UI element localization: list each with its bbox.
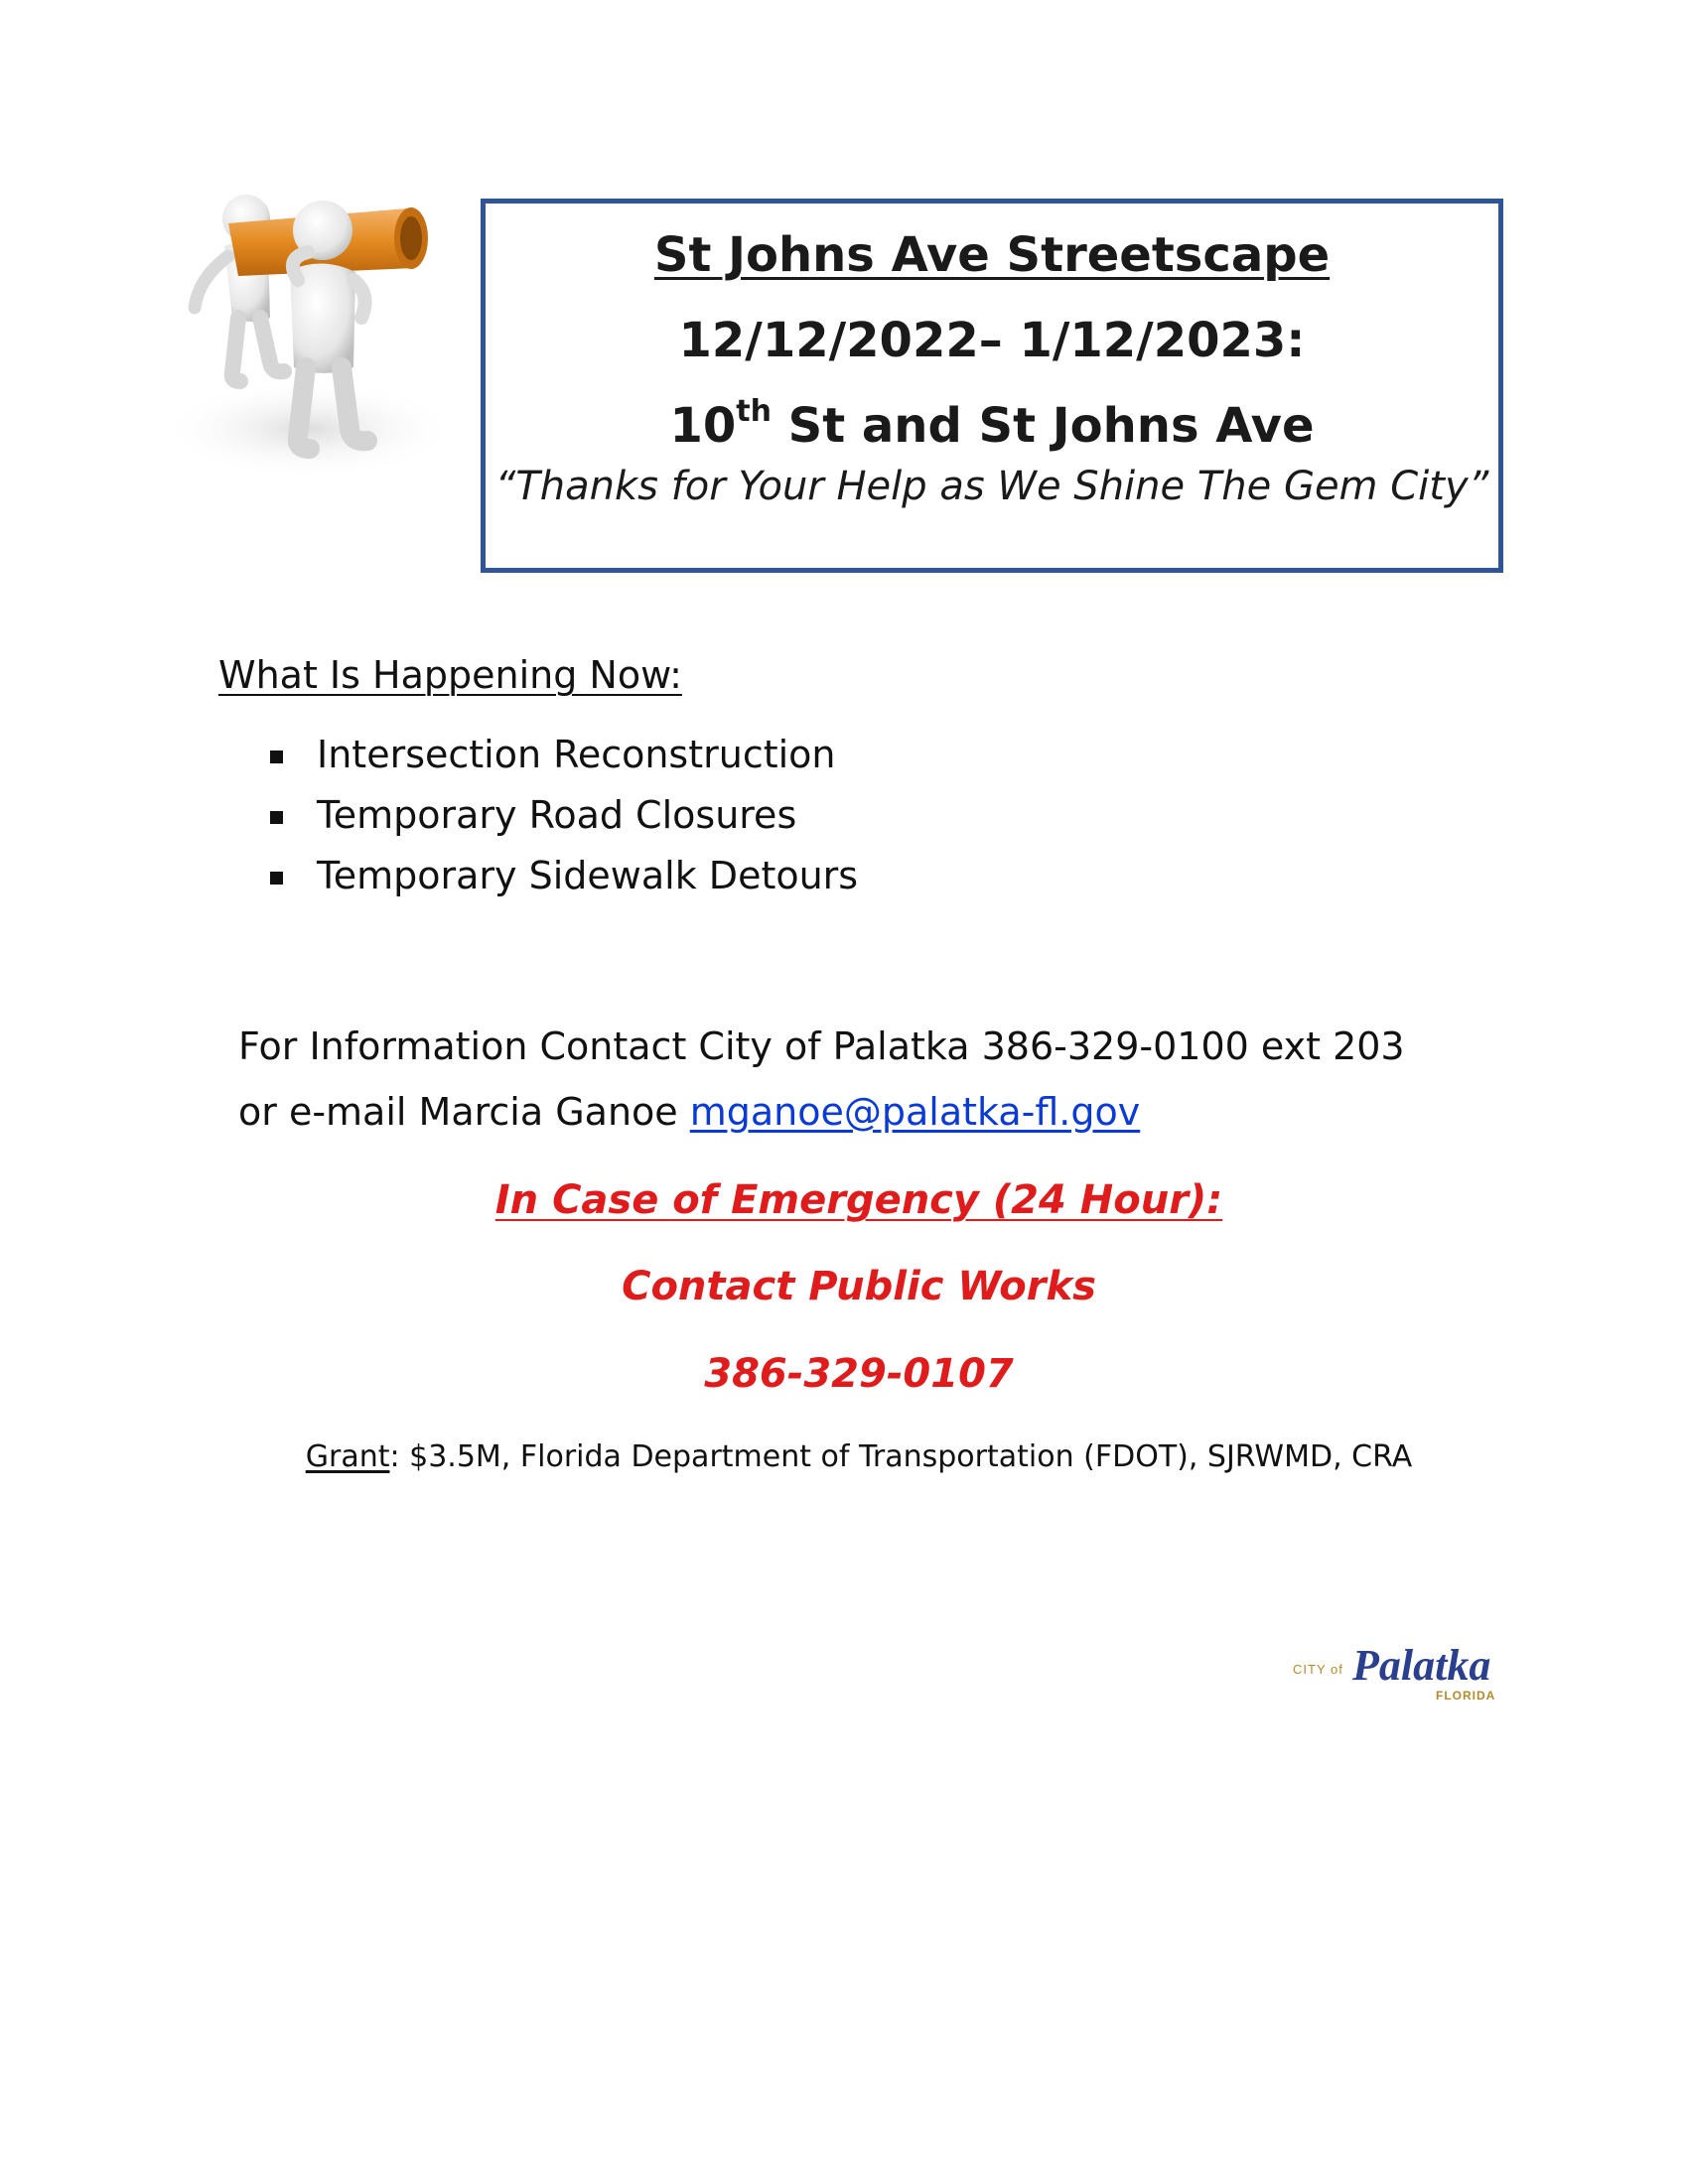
location-suffix: th bbox=[736, 394, 772, 429]
svg-text:Palatka: Palatka bbox=[1352, 1641, 1491, 1690]
grant-label: Grant bbox=[305, 1439, 390, 1474]
square-bullet-icon bbox=[270, 872, 283, 885]
email-link[interactable]: mganoe@palatka-fl.gov bbox=[689, 1090, 1141, 1134]
square-bullet-icon bbox=[270, 811, 283, 824]
grant-line bbox=[0, 1439, 1688, 1474]
contact-email-line bbox=[238, 1090, 1140, 1134]
flyer-title: St Johns Ave Streetscape bbox=[653, 227, 1331, 283]
date-range: 12/12/2022– 1/12/2023: bbox=[678, 313, 1306, 368]
section-heading: What Is Happening Now: bbox=[218, 653, 682, 697]
contact-email-prefix: or e-mail Marcia Ganoe bbox=[238, 1090, 690, 1134]
list-item-text: Temporary Sidewalk Detours bbox=[317, 854, 859, 897]
grant-text: : $3.5M, Florida Department of Transportation (FDOT), SJRWMD, CRA bbox=[389, 1439, 1413, 1474]
emergency-heading: In Case of Emergency (24 Hour): bbox=[494, 1177, 1223, 1223]
location-number: 10 bbox=[669, 398, 737, 454]
people-carrying-pipe-icon bbox=[159, 169, 477, 486]
emergency-phone: 386-329-0107 bbox=[704, 1351, 1014, 1397]
location-line bbox=[486, 394, 1498, 454]
city-of-palatka-logo bbox=[1287, 1636, 1525, 1707]
list-item-text: Intersection Reconstruction bbox=[317, 733, 836, 776]
list-item-text: Temporary Road Closures bbox=[317, 793, 797, 837]
square-bullet-icon bbox=[270, 751, 283, 763]
svg-text:FLORIDA: FLORIDA bbox=[1436, 1689, 1496, 1703]
emergency-contact: Contact Public Works bbox=[622, 1264, 1096, 1309]
contact-info: For Information Contact City of Palatka 386-329-0100 ext 203 bbox=[238, 1024, 1405, 1068]
location-rest: St and St Johns Ave bbox=[771, 398, 1315, 454]
title-box bbox=[481, 199, 1503, 573]
tagline: “Thanks for Your Help as We Shine The Gem City” bbox=[494, 464, 1489, 509]
svg-text:CITY of: CITY of bbox=[1293, 1662, 1343, 1677]
